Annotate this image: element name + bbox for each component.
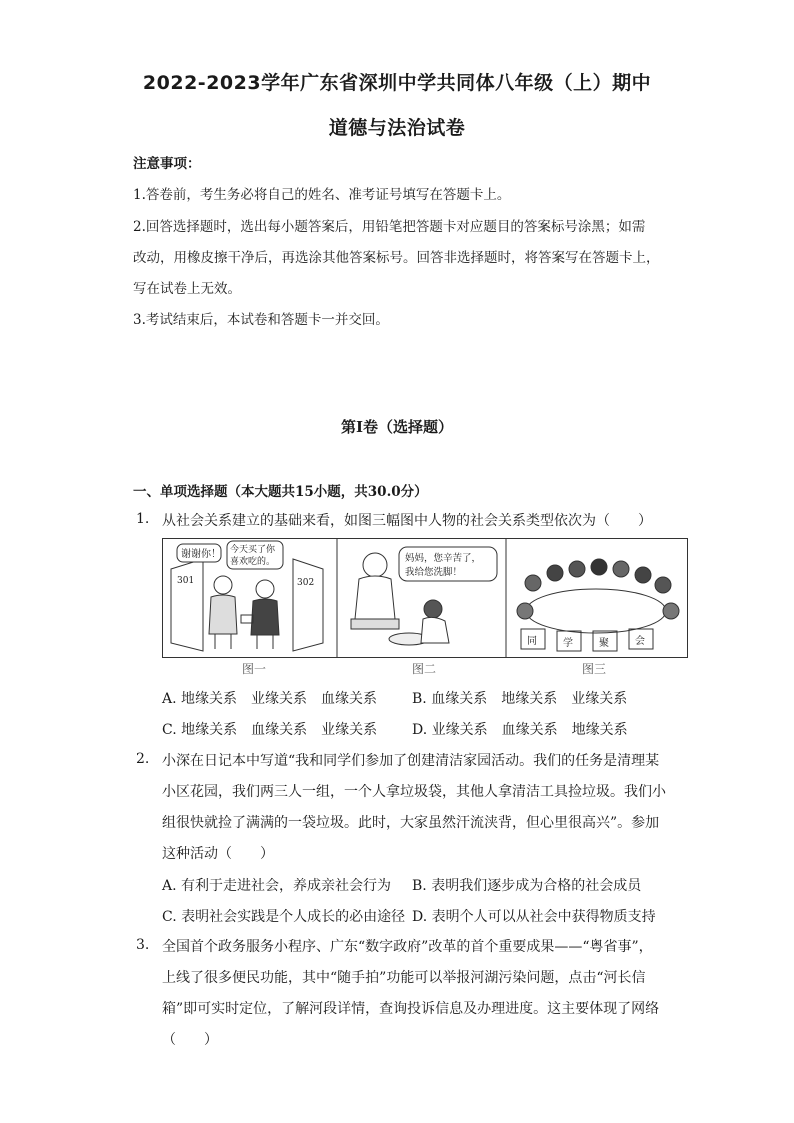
- question-2-line-1: 小深在日记本中写道“我和同学们参加了创建清洁家园活动。我们的任务是清理某: [162, 753, 660, 769]
- notice-item-2: 2.回答选择题时，选出每小题答案后，用铅笔把答题卡对应题目的答案标号涂黑；如需: [133, 219, 646, 235]
- question-3-line-4: （ ）: [162, 1032, 218, 1048]
- notice-item-3: 3.考试结束后，本试卷和答题卡一并交回。: [133, 312, 389, 328]
- caption-figure-2: 图二: [412, 662, 437, 676]
- question-2-option-c: C. 表明社会实践是个人成长的必由途径: [162, 909, 406, 925]
- question-1-text: 从社会关系建立的基础来看，如图三幅图中人物的社会关系类型依次为（ ）: [162, 513, 652, 529]
- question-2-option-b: B. 表明我们逐步成为合格的社会成员: [412, 878, 642, 894]
- banner-char-2: 学: [563, 638, 573, 649]
- panel-3-reunion: [517, 559, 679, 651]
- question-1-option-a: A. 地缘关系 业缘关系 血缘关系: [162, 691, 378, 707]
- notice-heading: 注意事项：: [133, 156, 201, 172]
- question-number-3: 3.: [136, 937, 150, 953]
- question-2-option-d: D. 表明个人可以从社会中获得物质支持: [412, 909, 656, 925]
- part-heading: 一、单项选择题（本大题共15小题，共30.0分）: [133, 484, 428, 500]
- question-3-line-3: 箱”即可实时定位，了解河段详情，查询投诉信息及办理进度。这主要体现了网络: [162, 1001, 660, 1017]
- question-number-2: 2.: [136, 751, 150, 767]
- question-2-line-4: 这种活动（ ）: [162, 846, 274, 862]
- caption-figure-1: 图一: [242, 662, 267, 676]
- question-3-line-2: 上线了很多便民功能，其中“随手拍”功能可以举报河湖污染问题，点击“河长信: [162, 970, 646, 986]
- question-number-1: 1.: [136, 511, 150, 527]
- bubble-gift-line2: 喜欢吃的。: [230, 557, 276, 567]
- bubble-thanks: 谢谢你！: [181, 549, 221, 560]
- exam-title-line2: 道德与法治试卷: [328, 117, 466, 139]
- question-1-figure: [162, 538, 688, 658]
- banner-char-3: 聚: [599, 638, 609, 649]
- section-title: 第I卷（选择题）: [340, 418, 454, 436]
- notice-item-2-cont2: 写在试卷上无效。: [133, 281, 241, 297]
- question-1-option-d: D. 业缘关系 血缘关系 地缘关系: [412, 722, 628, 738]
- question-2-option-a: A. 有利于走进社会，养成亲社会行为: [162, 878, 392, 894]
- banner-char-1: 同: [527, 636, 537, 647]
- notice-item-2-cont: 改动，用橡皮擦干净后，再选涂其他答案标号。回答非选择题时，将答案写在答题卡上，: [133, 250, 660, 266]
- bubble-child-line1: 妈妈，您辛苦了，: [405, 553, 482, 564]
- question-1-option-c: C. 地缘关系 血缘关系 业缘关系: [162, 722, 378, 738]
- notice-item-1: 1.答卷前，考生务必将自己的姓名、准考证号填写在答题卡上。: [133, 187, 511, 203]
- door-302-label: 302: [297, 578, 315, 588]
- bubble-child-line2: 我给您洗脚！: [405, 567, 463, 578]
- panel-2-family: [351, 547, 497, 645]
- question-1-option-b: B. 血缘关系 地缘关系 业缘关系: [412, 691, 628, 707]
- question-3-line-1: 全国首个政务服务小程序、广东“数字政府”改革的首个重要成果——“粤省事”，: [162, 939, 653, 955]
- exam-title-line1: 2022-2023学年广东省深圳中学共同体八年级（上）期中: [142, 72, 652, 94]
- door-301-label: 301: [177, 576, 195, 586]
- question-2-line-3: 组很快就捡了满满的一袋垃圾。此时，大家虽然汗流浃背，但心里很高兴”。参加: [162, 815, 660, 831]
- panel-1-neighbors: [171, 541, 323, 651]
- banner-char-4: 会: [635, 636, 645, 647]
- caption-figure-3: 图三: [582, 662, 607, 676]
- figure-illustration: [163, 539, 687, 657]
- bubble-gift-line1: 今天买了你: [230, 545, 276, 555]
- question-2-line-2: 小区花园，我们两三人一组，一个人拿垃圾袋，其他人拿清洁工具捡垃圾。我们小: [162, 784, 666, 800]
